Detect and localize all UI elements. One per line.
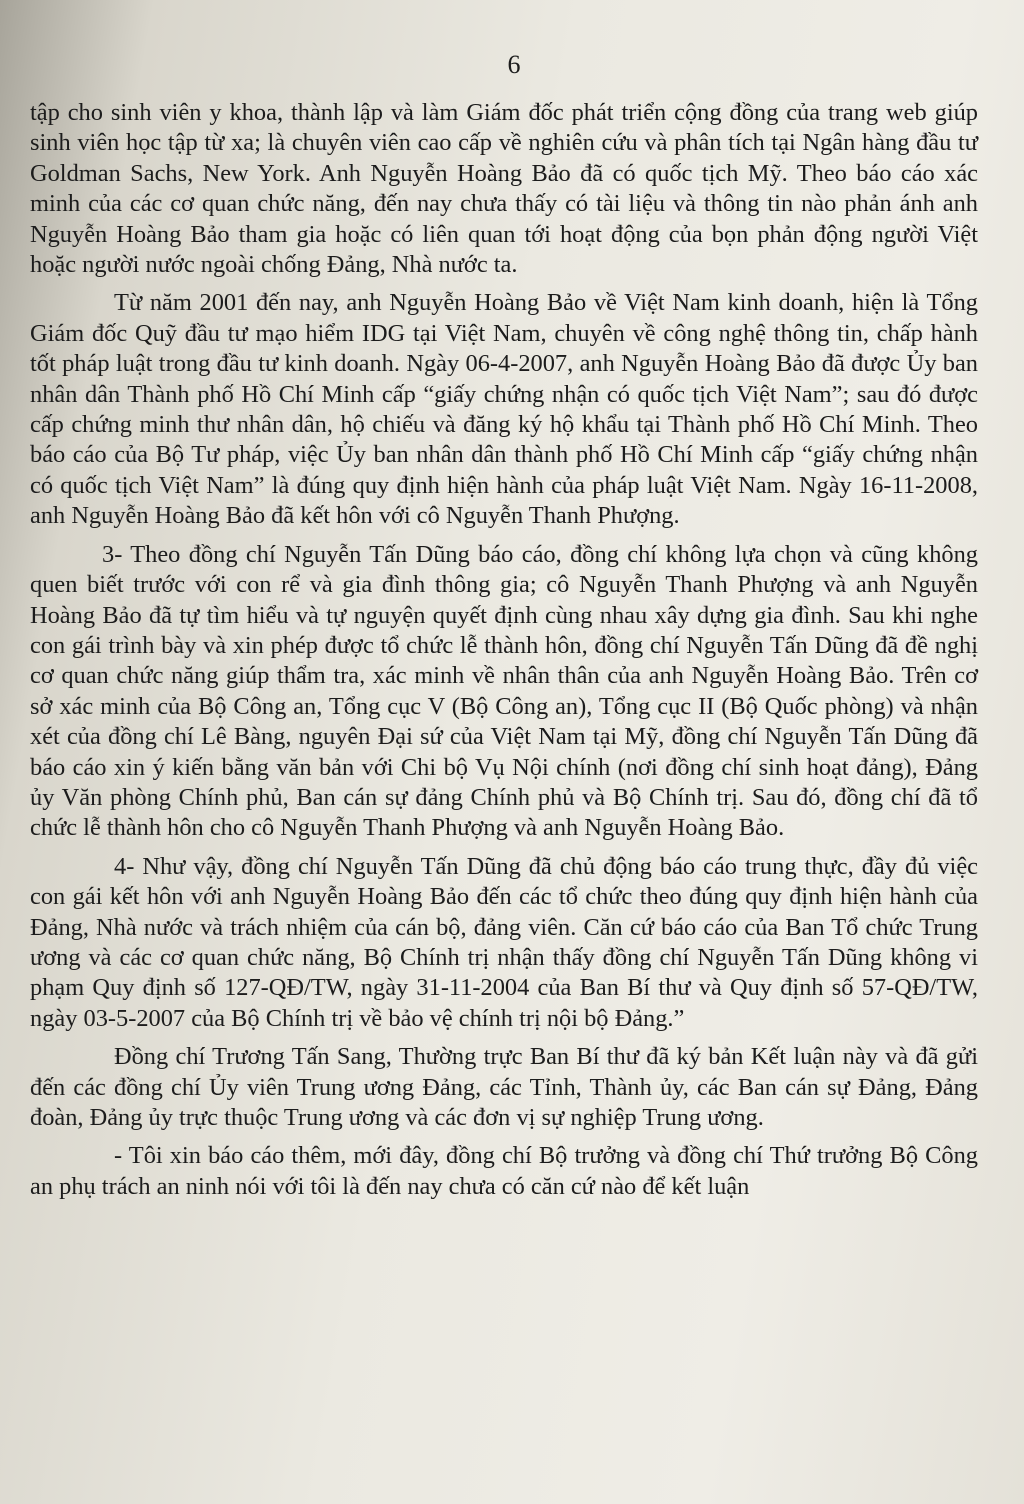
paragraph-point-4: 4- Như vậy, đồng chí Nguyễn Tấn Dũng đã chủ động báo cáo trung thực, đầy đủ việc con gái kết hôn với anh Nguyễn Hoàng Bảo đến các tổ chức theo đúng quy định hiện hành của Đảng, Nhà nước và trách nhiệm của cán bộ, đảng viên. Căn cứ báo cáo của Ban Tổ chức Trung ương và các cơ quan chức năng, Bộ Chính trị nhận thấy đồng chí Nguyễn Tấn Dũng không vi phạm Quy định số 127-QĐ/TW, ngày 31-11-2004 của Ban Bí thư và Quy định số 57-QĐ/TW, ngày 03-5-2007 của Bộ Chính trị về bảo vệ chính trị nội bộ Đảng.”: [30, 852, 978, 1032]
paragraph-additional-report: - Tôi xin báo cáo thêm, mới đây, đồng chí Bộ trưởng và đồng chí Thứ trưởng Bộ Công an phụ trách an ninh nói với tôi là đến nay chưa có căn cứ nào để kết luận: [30, 1142, 978, 1200]
page-number: 6: [507, 50, 521, 79]
paragraph-point-3: 3- Theo đồng chí Nguyễn Tấn Dũng báo cáo, đồng chí không lựa chọn và cũng không quen biết trước với con rể và gia đình thông gia; cô Nguyễn Thanh Phượng và anh Nguyễn Hoàng Bảo đã tự tìm hiểu và tự nguyện quyết định cùng nhau xây dựng gia đình. Sau khi nghe con gái trình bày và xin phép được tổ chức lễ thành hôn, đồng chí Nguyễn Tấn Dũng đã đề nghị cơ quan chức năng giúp thẩm tra, xác minh về nhân thân của anh Nguyễn Hoàng Bảo. Trên cơ sở xác minh của Bộ Công an, Tổng cục V (Bộ Công an), Tổng cục II (Bộ Quốc phòng) và nhận xét của đồng chí Lê Bàng, nguyên Đại sứ của Việt Nam tại Mỹ, đồng chí Nguyễn Tấn Dũng đã báo cáo xin ý kiến bằng văn bản với Chi bộ Vụ Nội chính (nơi đồng chí sinh hoạt đảng), Đảng ủy Văn phòng Chính phủ, Ban cán sự đảng Chính phủ và Bộ Chính trị. Sau đó, đồng chí đã tổ chức lễ thành hôn cho cô Nguyễn Thanh Phượng và anh Nguyễn Hoàng Bảo.: [30, 540, 978, 842]
paragraph-business-background: Từ năm 2001 đến nay, anh Nguyễn Hoàng Bảo về Việt Nam kinh doanh, hiện là Tổng Giám đốc Quỹ đầu tư mạo hiểm IDG tại Việt Nam, chuyên về công nghệ thông tin, chấp hành tốt pháp luật trong đầu tư kinh doanh. Ngày 06-4-2007, anh Nguyễn Hoàng Bảo đã được Ủy ban nhân dân Thành phố Hồ Chí Minh cấp “giấy chứng nhận có quốc tịch Việt Nam”; sau đó được cấp chứng minh thư nhân dân, hộ chiếu và đăng ký hộ khẩu tại Thành phố Hồ Chí Minh. Theo báo cáo của Bộ Tư pháp, việc Ủy ban nhân dân thành phố Hồ Chí Minh cấp “giấy chứng nhận có quốc tịch Việt Nam” là đúng quy định hiện hành của pháp luật Việt Nam. Ngày 16-11-2008, anh Nguyễn Hoàng Bảo đã kết hôn với cô Nguyễn Thanh Phượng.: [30, 289, 978, 530]
paragraph-continuation: tập cho sinh viên y khoa, thành lập và làm Giám đốc phát triển cộng đồng của trang web giúp sinh viên học tập từ xa; là chuyên viên cao cấp về nghiên cứu và phân tích tại Ngân hàng đầu tư Goldman Sachs, New York. Anh Nguyễn Hoàng Bảo đã có quốc tịch Mỹ. Theo báo cáo xác minh của các cơ quan chức năng, đến nay chưa thấy có tài liệu và thông tin nào phản ánh anh Nguyễn Hoàng Bảo tham gia hoặc có liên quan tới hoạt động của bọn phản động người Việt hoặc người nước ngoài chống Đảng, Nhà nước ta.: [30, 99, 978, 279]
paragraph-signature-note: Đồng chí Trương Tấn Sang, Thường trực Ban Bí thư đã ký bản Kết luận này và đã gửi đến các đồng chí Ủy viên Trung ương Đảng, các Tỉnh, Thành ủy, các Ban cán sự Đảng, Đảng đoàn, Đảng ủy trực thuộc Trung ương và các đơn vị sự nghiệp Trung ương.: [30, 1043, 978, 1131]
